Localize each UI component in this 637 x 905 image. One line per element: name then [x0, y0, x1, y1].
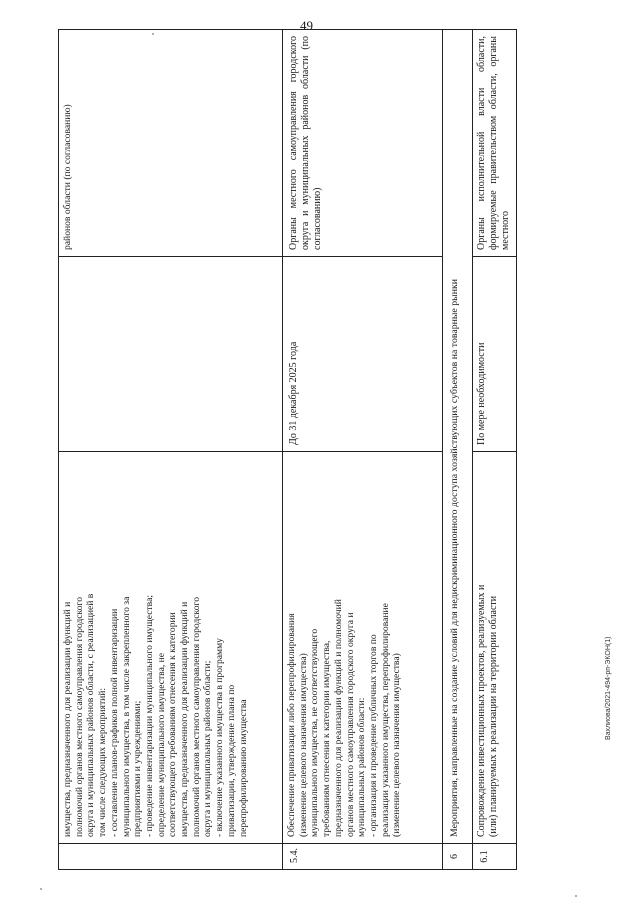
text-line: требованиям отнесения к категории имущества,: [321, 640, 333, 837]
text-line: муниципального имущества, не соответствующего: [309, 628, 321, 837]
section-number: 6: [443, 844, 473, 870]
text-line: (изменение целевого назначения имущества): [297, 653, 309, 837]
text-line: полномочий органов местного самоуправления городского: [73, 596, 85, 837]
responsible-cell: Органы исполнительной власти области, формируемые правительством области, органы местного: [473, 30, 517, 257]
deadline-cell: По мере необходимости: [473, 257, 517, 452]
text-line: реализации указанного имущества, перепрофилирование: [379, 603, 391, 837]
page-number: 49: [300, 18, 313, 33]
document-stamp: Вахлиова/2021-494-рп-ЭКОН(1): [605, 636, 612, 740]
section-title: Мероприятия, направленные на создание условий для недискриминационного доступа хозяйствующих субъектов на товарные рынки: [443, 30, 473, 844]
text-line: органов местного самоуправления городского округа и: [344, 612, 356, 837]
text-line: округа и муниципальных районов области, с реализацией в: [85, 593, 97, 837]
text-line: определение муниципального имущества, не: [155, 652, 167, 837]
text-line: приватизации, утверждение плана по: [225, 684, 237, 837]
deadline-cell: До 31 декабря 2025 года: [283, 257, 443, 452]
measures-table: [58, 29, 517, 870]
deadline-cell: [59, 257, 283, 452]
text-line: (изменение целевого назначения имущества): [391, 653, 403, 837]
scan-artifact: [40, 888, 42, 890]
table-row: [283, 30, 443, 870]
text-line: - проведение инвентаризации муниципального имущества;: [143, 594, 155, 837]
text-line: том числе следующих мероприятий:: [97, 687, 109, 837]
row-number: 6.1: [473, 844, 517, 870]
measure-description: [59, 452, 283, 844]
text-line: Сопровождение инвестиционных проектов, реализуемых и: [476, 584, 487, 837]
responsible-cell: районов области (по согласованию): [59, 30, 283, 257]
text-line: округа и муниципальных районов области;: [202, 660, 214, 837]
text-line: имущества, предназначенного для реализации функций и: [62, 601, 73, 837]
measure-description: [283, 452, 443, 844]
row-number: [59, 844, 283, 870]
responsible-cell: Органы местного самоуправления городского округа и муниципальных районов области (по согласованию): [283, 30, 443, 257]
text-line: муниципального имущества, в том числе закрепленного за: [120, 596, 132, 837]
table-row: [59, 30, 283, 870]
text-line: полномочий органов местного самоуправления городского: [190, 596, 202, 837]
row-number: 5.4.: [283, 844, 443, 870]
text-line: Обеспечение приватизации либо перепрофилирования: [286, 613, 297, 837]
measure-description: [473, 452, 517, 844]
text-line: предприятиями и учреждениями;: [132, 700, 144, 837]
text-line: муниципальных районов области:: [356, 697, 368, 837]
rotated-table-container: [58, 30, 512, 870]
text-line: - включение указанного имущества в программу: [214, 638, 226, 837]
text-line: соответствующего требованиям отнесения к категории: [167, 612, 179, 837]
text-line: - организация и проведение публичных торгов по: [367, 634, 379, 837]
section-header-row: [443, 30, 473, 870]
text-line: перепрофилированию имущества: [237, 699, 249, 837]
text-line: (или) планируемых к реализации на территории области: [488, 595, 500, 837]
table-row: [473, 30, 517, 870]
text-line: предназначенного для реализации функций и полномочий: [332, 599, 344, 837]
text-line: имущества, предназначенного для реализации функций и: [179, 601, 191, 837]
text-line: - составление планов-графиков полной инвентаризации: [108, 608, 120, 837]
scan-artifact: [575, 895, 577, 897]
